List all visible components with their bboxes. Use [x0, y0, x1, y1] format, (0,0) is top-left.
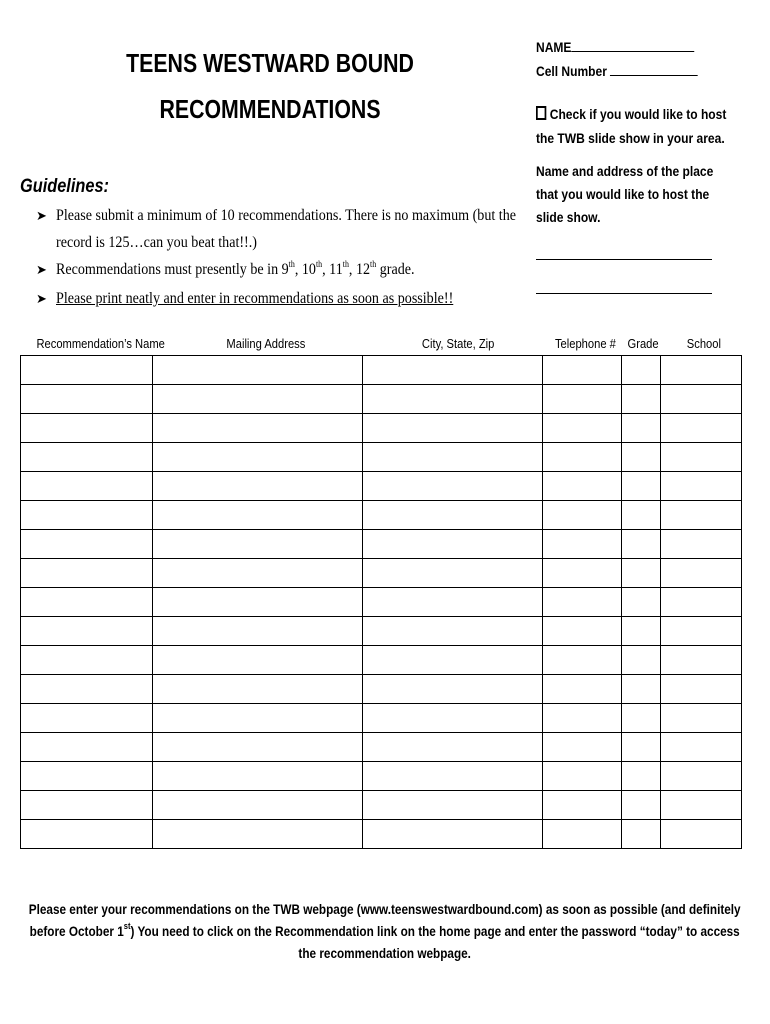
cell-city[interactable]	[363, 530, 543, 559]
cell-school[interactable]	[661, 675, 742, 704]
cell-school[interactable]	[661, 617, 742, 646]
footer-sup: st	[124, 921, 131, 931]
cell-city[interactable]	[363, 443, 543, 472]
cell-telephone[interactable]	[543, 704, 622, 733]
cell-telephone[interactable]	[543, 385, 622, 414]
cell-address[interactable]	[153, 501, 363, 530]
cell-grade[interactable]	[622, 414, 661, 443]
cell-grade[interactable]	[622, 472, 661, 501]
cell-name[interactable]	[21, 356, 153, 385]
cell-school[interactable]	[661, 356, 742, 385]
cell-city[interactable]	[363, 646, 543, 675]
cell-city[interactable]	[363, 501, 543, 530]
cell-name[interactable]	[21, 646, 153, 675]
cell-school[interactable]	[661, 646, 742, 675]
page-title	[98, 40, 442, 132]
cell-grade[interactable]	[622, 675, 661, 704]
place-label-1	[536, 161, 742, 181]
cell-school[interactable]	[661, 559, 742, 588]
grade-text-c: , 11	[322, 261, 343, 278]
cell-city[interactable]	[363, 820, 543, 849]
grade-sup-3: th	[342, 259, 349, 269]
place-label-line-3: slide show.	[536, 209, 601, 225]
cell-telephone[interactable]	[543, 501, 622, 530]
cell-address[interactable]	[153, 646, 363, 675]
cell-school[interactable]	[661, 762, 742, 791]
grade-sup-2: th	[315, 259, 323, 269]
name-blank[interactable]	[571, 37, 694, 52]
place-address-line-2[interactable]	[536, 293, 712, 294]
cell-name[interactable]	[21, 675, 153, 704]
cell-telephone[interactable]	[543, 617, 622, 646]
cell-name[interactable]	[21, 385, 153, 414]
col-header-telephone: Telephone #	[554, 336, 616, 351]
table-row	[21, 791, 742, 820]
cell-school[interactable]	[661, 530, 742, 559]
cell-grade[interactable]	[622, 530, 661, 559]
host-checkbox-label: Check if you would like to host	[549, 106, 727, 122]
cell-city[interactable]	[363, 414, 543, 443]
name-label: NAME	[536, 39, 572, 55]
guideline-text-2	[56, 257, 415, 283]
place-label-line-2: that you would like to host the	[536, 186, 710, 202]
cell-city[interactable]	[363, 791, 543, 820]
cell-telephone[interactable]	[543, 559, 622, 588]
cell-name[interactable]	[21, 791, 153, 820]
grade-text-d: , 12	[348, 261, 371, 278]
table-row	[21, 472, 742, 501]
cell-city[interactable]	[363, 559, 543, 588]
cell-address[interactable]	[153, 733, 363, 762]
cell-city[interactable]	[363, 385, 543, 414]
name-field[interactable]	[536, 37, 720, 57]
cell-grade[interactable]	[622, 762, 661, 791]
grade-text-e: grade.	[376, 261, 415, 278]
guideline-text-1-cont: record is 125…can you beat that!!.)	[56, 234, 257, 251]
cell-telephone[interactable]	[543, 472, 622, 501]
guideline-text-1: Please submit a minimum of 10 recommendations. There is no maximum (but the	[56, 207, 517, 224]
cell-school[interactable]	[661, 791, 742, 820]
cell-name[interactable]	[21, 762, 153, 791]
cell-name[interactable]	[21, 588, 153, 617]
cell-city[interactable]	[363, 675, 543, 704]
col-header-address: Mailing Address	[226, 336, 306, 351]
cell-address[interactable]	[153, 588, 363, 617]
cell-number-label: Cell Number	[536, 63, 607, 79]
table-row	[21, 356, 742, 385]
cell-telephone[interactable]	[543, 530, 622, 559]
cell-name[interactable]	[21, 501, 153, 530]
cell-telephone[interactable]	[543, 443, 622, 472]
table-row	[21, 588, 742, 617]
table-row	[21, 617, 742, 646]
recommendations-table	[20, 355, 742, 849]
cell-name[interactable]	[21, 733, 153, 762]
guideline-item-1-cont	[56, 230, 284, 256]
table-row	[21, 530, 742, 559]
cell-school[interactable]	[661, 414, 742, 443]
cell-school[interactable]	[661, 733, 742, 762]
cell-city[interactable]	[363, 356, 543, 385]
cell-name[interactable]	[21, 704, 153, 733]
cell-address[interactable]	[153, 443, 363, 472]
cell-grade[interactable]	[622, 704, 661, 733]
cell-grade[interactable]	[622, 791, 661, 820]
cell-school[interactable]	[661, 443, 742, 472]
cell-telephone[interactable]	[543, 356, 622, 385]
cell-telephone[interactable]	[543, 675, 622, 704]
cell-city[interactable]	[363, 704, 543, 733]
cell-address[interactable]	[153, 356, 363, 385]
cell-school[interactable]	[661, 588, 742, 617]
cell-address[interactable]	[153, 762, 363, 791]
cell-grade[interactable]	[622, 443, 661, 472]
cell-address[interactable]	[153, 820, 363, 849]
cell-school[interactable]	[661, 385, 742, 414]
place-label-line-1: Name and address of the place	[536, 163, 714, 179]
table-row	[21, 675, 742, 704]
grade-text-a: Recommendations must presently be in 9	[56, 261, 289, 278]
arrow-bullet-icon: ➤	[36, 262, 47, 277]
arrow-bullet-icon: ➤	[36, 291, 47, 306]
cell-name[interactable]	[21, 414, 153, 443]
grade-sup-1: th	[288, 259, 295, 269]
table-row	[21, 443, 742, 472]
cell-school[interactable]	[661, 501, 742, 530]
cell-school[interactable]	[661, 472, 742, 501]
cell-telephone[interactable]	[543, 733, 622, 762]
cell-number-field[interactable]	[536, 61, 724, 81]
footer-text-2: ) You need to click on the Recommendation link on the home page and enter the password “today” to access the recommendation webpage.	[130, 923, 741, 961]
cell-number-blank[interactable]	[610, 61, 698, 76]
cell-city[interactable]	[363, 733, 543, 762]
guideline-item-1	[36, 203, 579, 229]
cell-telephone[interactable]	[543, 646, 622, 675]
table-row	[21, 704, 742, 733]
cell-name[interactable]	[21, 617, 153, 646]
cell-name[interactable]	[21, 443, 153, 472]
host-checkbox-label-2	[536, 128, 755, 148]
cell-address[interactable]	[153, 791, 363, 820]
footer-text-1: Please enter your recommendations on the TWB webpage (www.teenswestwardbound.com) as soon as possible (and definitely before October 1	[29, 901, 741, 939]
grade-text-b: , 10	[294, 261, 316, 278]
cell-grade[interactable]	[622, 559, 661, 588]
table-row	[21, 414, 742, 443]
guideline-text-3: Please print neatly and enter in recommendations as soon as possible!!	[56, 290, 454, 307]
cell-address[interactable]	[153, 530, 363, 559]
table-row	[21, 385, 742, 414]
arrow-bullet-icon: ➤	[36, 208, 47, 223]
cell-telephone[interactable]	[543, 762, 622, 791]
cell-address[interactable]	[153, 675, 363, 704]
cell-address[interactable]	[153, 414, 363, 443]
host-checkbox-row[interactable]	[536, 104, 757, 124]
host-checkbox[interactable]	[536, 106, 546, 120]
place-address-line-1[interactable]	[536, 259, 712, 260]
cell-city[interactable]	[363, 472, 543, 501]
title-line-1: TEENS WESTWARD BOUND	[126, 48, 414, 78]
table-row	[21, 501, 742, 530]
cell-grade[interactable]	[622, 588, 661, 617]
table-row	[21, 559, 742, 588]
cell-name[interactable]	[21, 472, 153, 501]
cell-grade[interactable]	[622, 617, 661, 646]
cell-address[interactable]	[153, 385, 363, 414]
cell-telephone[interactable]	[543, 820, 622, 849]
cell-address[interactable]	[153, 704, 363, 733]
cell-name[interactable]	[21, 820, 153, 849]
footer-instructions	[20, 898, 750, 964]
cell-grade[interactable]	[622, 385, 661, 414]
cell-city[interactable]	[363, 617, 543, 646]
cell-grade[interactable]	[622, 356, 661, 385]
cell-grade[interactable]	[622, 501, 661, 530]
col-header-name: Recommendation’s Name	[36, 336, 165, 351]
cell-city[interactable]	[363, 588, 543, 617]
col-header-school: School	[686, 336, 721, 351]
place-label-2	[536, 184, 737, 204]
grade-sup-4: th	[370, 259, 377, 269]
cell-city[interactable]	[363, 762, 543, 791]
cell-school[interactable]	[661, 704, 742, 733]
table-row	[21, 762, 742, 791]
cell-telephone[interactable]	[543, 414, 622, 443]
col-header-grade: Grade	[627, 336, 659, 351]
cell-address[interactable]	[153, 559, 363, 588]
guideline-item-2	[36, 257, 463, 283]
host-checkbox-label-line-2: the TWB slide show in your area.	[536, 130, 725, 146]
table-row	[21, 646, 742, 675]
cell-grade[interactable]	[622, 820, 661, 849]
cell-telephone[interactable]	[543, 588, 622, 617]
cell-name[interactable]	[21, 559, 153, 588]
col-header-city: City, State, Zip	[421, 336, 495, 351]
cell-telephone[interactable]	[543, 791, 622, 820]
table-row	[21, 820, 742, 849]
guidelines-heading: Guidelines:	[20, 176, 109, 197]
cell-grade[interactable]	[622, 733, 661, 762]
cell-grade[interactable]	[622, 646, 661, 675]
table-row	[21, 733, 742, 762]
cell-address[interactable]	[153, 617, 363, 646]
title-line-2: RECOMMENDATIONS	[159, 94, 381, 124]
cell-name[interactable]	[21, 530, 153, 559]
cell-school[interactable]	[661, 820, 742, 849]
guideline-item-3	[36, 286, 507, 312]
cell-address[interactable]	[153, 472, 363, 501]
